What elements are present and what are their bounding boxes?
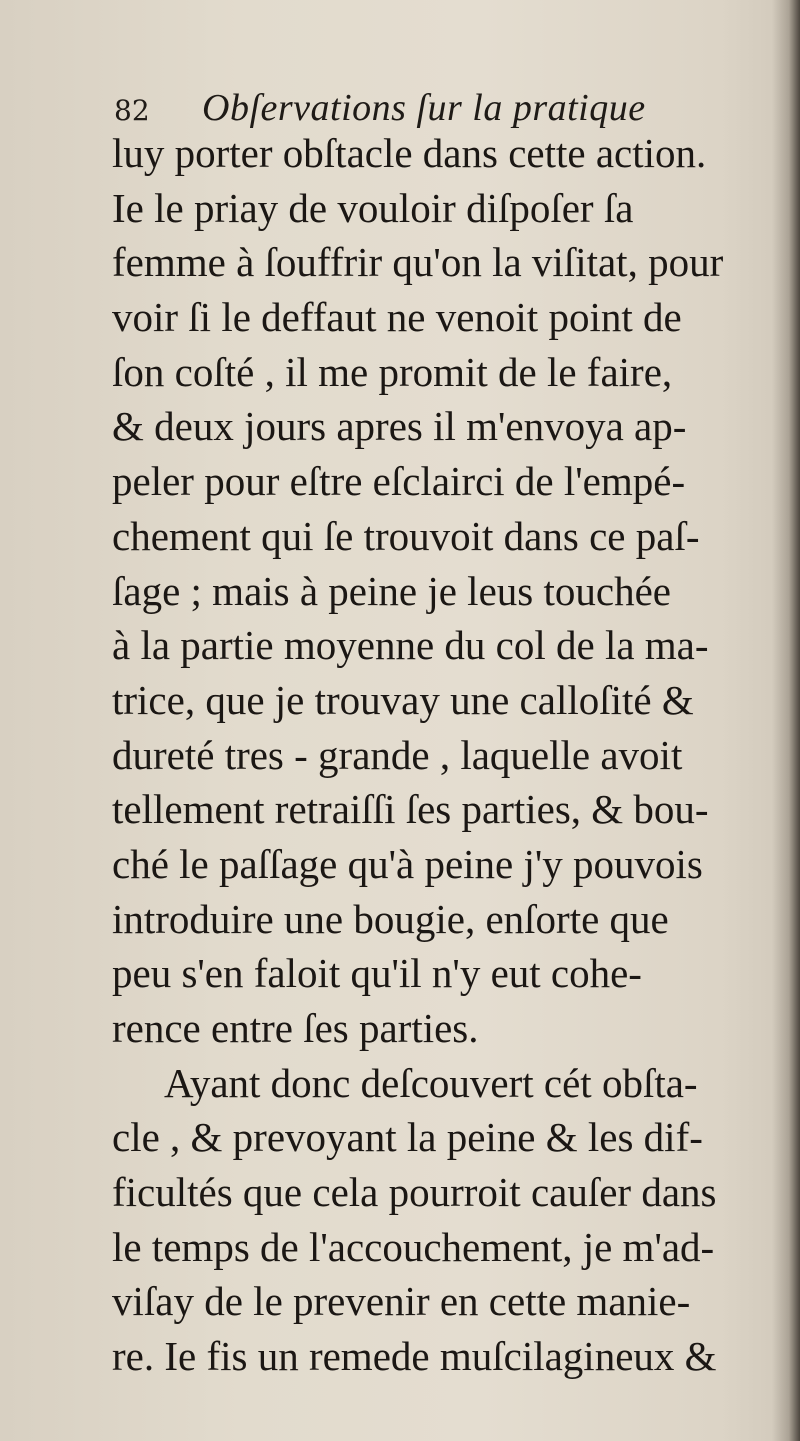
text-line: tellement retraiſſi ſes parties, & bou- [112,786,709,833]
text-line: Ie le priay de vouloir diſpoſer ſa [112,184,634,231]
text-line: le temps de l'accouchement, je m'ad- [112,1223,715,1270]
text-line: & deux jours apres il m'envoya ap- [112,403,687,450]
text-line: chement qui ſe trouvoit dans ce paſ- [112,512,700,559]
paragraph-start-line: Ayant donc deſcouvert cét obſta- [164,1059,698,1106]
text-line: voir ſi le deffaut ne venoit point de [112,294,682,341]
text-line: trice, que je trouvay une calloſité & [112,676,694,723]
text-line: ché le paſſage qu'à peine j'y pouvois [112,840,703,887]
text-line: ſage ; mais à peine je leus touchée [112,567,671,614]
running-head: Obſervations ſur la pratique [202,87,646,129]
text-line: rence entre ſes parties. [112,1005,479,1051]
text-line: ſon coſté , il me promit de le faire, [112,348,673,395]
text-line: luy porter obſtacle dans cette action. [112,130,707,176]
text-line: peu s'en faloit qu'il n'y eut cohe- [112,950,642,997]
page-number: 82 [114,94,150,127]
text-line: à la partie moyenne du col de la ma- [112,622,709,669]
text-line: ficultés que cela pourroit cauſer dans [112,1169,717,1216]
text-line: re. Ie fis un remede muſcilagineux & [112,1333,717,1380]
text-line: dureté tres - grande , laquelle avoit [112,731,683,778]
body-text [112,126,792,1384]
text-line: cle , & prevoyant la peine & les dif- [112,1114,703,1161]
page-header [110,82,750,132]
text-line: introduire une bougie, enſorte que [112,895,669,942]
text-line: viſay de le prevenir en cette manie- [112,1278,691,1325]
text-line: peler pour eſtre eſclairci de l'empé- [112,458,686,505]
text-line: femme à ſouffrir qu'on la viſitat, pour [112,239,724,286]
